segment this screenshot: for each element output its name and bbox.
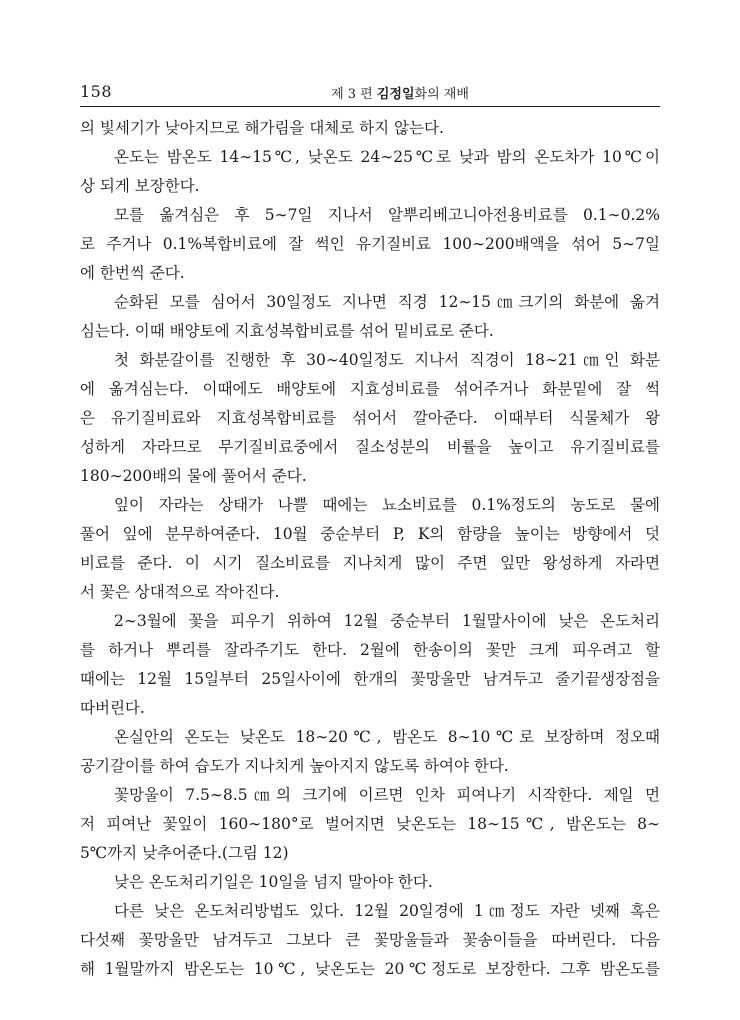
text-line: 꽃망울이 7.5∼8.5㎝의 크기에 이르면 인차 피여나기 시작한다. 제일 먼 (114, 786, 660, 804)
text-line: 낮은 온도처리기일은 10일을 넘지 말아야 한다. (114, 873, 433, 891)
text-line: 때에는 12월 15일부터 25일사이에 한개의 꽃망울만 남겨두고 줄기끝생장점을 (80, 670, 660, 688)
text-line: 에 옮겨심는다. 이때에도 배양토에 지효성비료를 섞어주거나 화분밑에 잘 썩 (80, 380, 660, 398)
text-line: 해 1월말까지 밤온도는 10℃, 낮온도는 20℃정도로 보장한다. 그후 밤온도를 (80, 960, 660, 978)
running-head (80, 83, 660, 102)
text-line: 2∼3월에 꽃을 피우기 위하여 12월 중순부터 1월말사이에 낮은 온도처리 (114, 612, 660, 630)
text-line: 5℃까지 낮추어준다.(그림 12) (80, 844, 289, 862)
text-line: 의 빛세기가 낮아지므로 해가림을 대체로 하지 않는다. (80, 119, 444, 137)
chapter-label: 제 3 편 (331, 87, 373, 102)
text-line: 첫 화분갈이를 진행한 후 30∼40일정도 지나서 직경이 18∼21㎝인 화분 (114, 351, 660, 369)
text-line: 은 유기질비료와 지효성복합비료를 섞어서 깔아준다. 이때부터 식물체가 왕 (80, 409, 660, 427)
text-line: 순화된 모를 심어서 30일정도 지나면 직경 12∼15㎝크기의 화분에 옮겨 (114, 293, 660, 311)
text-line: 비료를 준다. 이 시기 질소비료를 지나치게 많이 주면 잎만 왕성하게 자라면 (80, 554, 660, 572)
body-text (80, 114, 660, 984)
text-line: 온도는 밤온도 14∼15℃, 낮온도 24∼25℃로 낮과 밤의 온도차가 10℃이 (114, 148, 660, 166)
text-line: 성하게 자라므로 무기질비료중에서 질소성분의 비률을 높이고 유기질비료를 (80, 438, 660, 456)
text-line: 모를 옮겨심은 후 5∼7일 지나서 알뿌리베고니아전용비료를 0.1∼0.2% (114, 206, 660, 224)
text-line: 따버린다. (80, 699, 145, 717)
text-line: 저 피여난 꽃잎이 160∼180°로 벌어지면 낮온도는 18∼15℃, 밤온도는 8∼ (80, 815, 660, 833)
text-line: 잎이 자라는 상태가 나쁠 때에는 뇨소비료를 0.1%정도의 농도로 물에 (114, 496, 660, 514)
page-header (80, 80, 660, 107)
text-line: 온실안의 온도는 낮온도 18∼20℃, 밤온도 8∼10℃로 보장하며 정오때 (114, 728, 660, 746)
text-line: 다른 낮은 온도처리방법도 있다. 12월 20일경에 1㎝정도 자란 넷째 혹은 (114, 902, 660, 920)
text-line: 상 되게 보장한다. (80, 177, 200, 195)
page-number: 158 (80, 82, 113, 101)
text-line: 공기갈이를 하여 습도가 지나치게 높아지지 않도록 하여야 한다. (80, 757, 509, 775)
text-line: 풀어 잎에 분무하여준다. 10월 중순부터 P, K의 함량을 높이는 방향에서 덧 (80, 525, 660, 543)
text-line: 를 하거나 뿌리를 잘라주기도 한다. 2월에 한송이의 꽃만 크게 피우려고 할 (80, 641, 660, 659)
text-line: 서 꽃은 상대적으로 작아진다. (80, 583, 280, 601)
text-line: 심는다. 이때 배양토에 지효성복합비료를 섞어 밑비료로 준다. (80, 322, 494, 340)
text-line: 180∼200배의 물에 풀어서 준다. (80, 467, 307, 485)
text-line: 다섯째 꽃망울만 남겨두고 그보다 큰 꽃망울들과 꽃송이들을 따버린다. 다음 (80, 931, 660, 949)
text-line: 로 주거나 0.1%복합비료에 잘 썩인 유기질비료 100∼200배액을 섞어 5∼7일 (80, 235, 660, 253)
running-head-bold: 김정일 (376, 87, 415, 102)
running-head-title: 화의 재배 (414, 87, 469, 102)
text-line: 에 한번씩 준다. (80, 264, 185, 282)
